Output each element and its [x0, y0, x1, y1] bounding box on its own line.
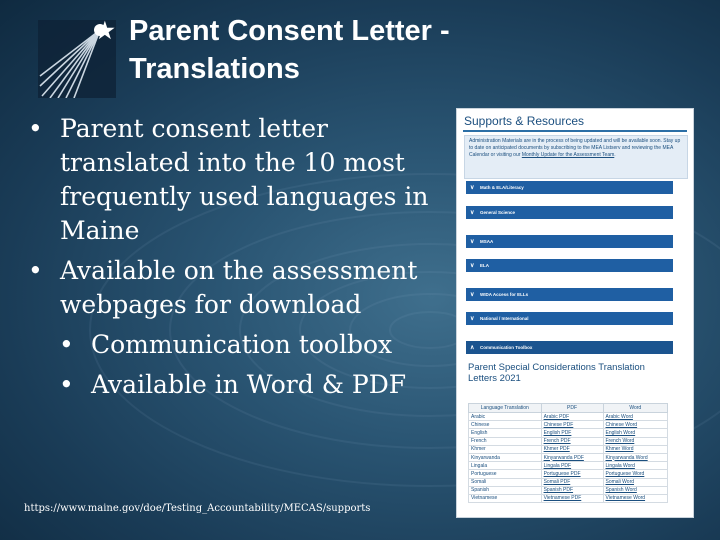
accordion-msaa[interactable]	[466, 235, 673, 248]
heading-divider	[463, 130, 687, 132]
title-line-2: Translations	[129, 53, 300, 85]
accordion-label: MSAA	[480, 239, 494, 244]
pdf-link[interactable]: Kinyarwanda PDF	[541, 453, 603, 461]
word-link[interactable]: English Word	[603, 429, 668, 437]
word-link[interactable]: Somali Word	[603, 478, 668, 486]
table-header-row	[469, 404, 668, 413]
bullet-dot: •	[28, 256, 43, 285]
column-header: Word	[603, 404, 668, 413]
word-link[interactable]: Vietnamese Word	[603, 494, 668, 502]
language-cell: Khmer	[469, 445, 542, 453]
star-icon: ★	[95, 18, 115, 43]
chevron-down-icon: ∨	[470, 292, 475, 298]
pdf-link[interactable]: Vietnamese PDF	[541, 494, 603, 502]
word-link[interactable]: Khmer Word	[603, 445, 668, 453]
pdf-link[interactable]: Chinese PDF	[541, 421, 603, 429]
webpage-screenshot	[456, 108, 694, 518]
table-row	[469, 478, 668, 486]
sub-bullet-text: Available in Word & PDF	[91, 370, 407, 399]
table-row	[469, 462, 668, 470]
language-cell: Portuguese	[469, 470, 542, 478]
pdf-link[interactable]: Lingala PDF	[541, 462, 603, 470]
accordion-label: Communication Toolbox	[480, 345, 533, 350]
sub-bullet-text: Communication toolbox	[91, 330, 393, 359]
pdf-link[interactable]: French PDF	[541, 437, 603, 445]
language-cell: Somali	[469, 478, 542, 486]
language-cell: Chinese	[469, 421, 542, 429]
bullet-text: Available on the assessment webpages for download	[60, 256, 418, 319]
bullet-text: Parent consent letter translated into the 10 most frequently used languages in Maine	[60, 114, 429, 245]
accordion-ela[interactable]	[466, 259, 673, 272]
table-row	[469, 421, 668, 429]
word-link[interactable]: Lingala Word	[603, 462, 668, 470]
chevron-down-icon: ∨	[470, 316, 475, 322]
language-cell: Spanish	[469, 486, 542, 494]
language-cell: French	[469, 437, 542, 445]
language-cell: Lingala	[469, 462, 542, 470]
bullet-item	[28, 254, 448, 322]
bullet-dot: •	[59, 330, 74, 359]
table-row	[469, 429, 668, 437]
accordion-national-international[interactable]	[466, 312, 673, 325]
word-link[interactable]: Portuguese Word	[603, 470, 668, 478]
table-row	[469, 445, 668, 453]
translation-table-title: Parent Special Considerations Translation Letters 2021	[468, 362, 645, 384]
note-text: Administration Materials are in the process of being updated and will be available soon. Stay up to date on anticipated documents by subscribing to the MEA Listserv and reviewing the MEA Calendar or visiting our	[469, 138, 681, 158]
word-link[interactable]: Spanish Word	[603, 486, 668, 494]
table-row	[469, 486, 668, 494]
sub-bullet-item	[28, 328, 448, 362]
accordion-math-ela[interactable]	[466, 181, 673, 194]
chevron-up-icon: ∧	[470, 345, 475, 351]
accordion-label: WIDA Access for ELLs	[480, 292, 529, 297]
slide-title	[95, 12, 515, 88]
pdf-link[interactable]: English PDF	[541, 429, 603, 437]
column-header: Language Translation	[469, 404, 542, 413]
source-url[interactable]: https://www.maine.gov/doe/Testing_Accountability/MECAS/supports	[24, 503, 371, 514]
column-header: PDF	[541, 404, 603, 413]
table-row	[469, 413, 668, 421]
administration-note	[464, 135, 688, 179]
chevron-down-icon: ∨	[470, 210, 475, 216]
word-link[interactable]: Arabic Word	[603, 413, 668, 421]
accordion-communication-toolbox[interactable]	[466, 341, 673, 354]
word-link[interactable]: Chinese Word	[603, 421, 668, 429]
language-cell: English	[469, 429, 542, 437]
bullet-item	[28, 112, 448, 248]
title-line-1: Parent Consent Letter -	[129, 15, 450, 47]
bullet-dot: •	[28, 114, 43, 143]
pdf-link[interactable]: Portuguese PDF	[541, 470, 603, 478]
sub-bullet-item	[28, 368, 448, 402]
bullet-dot: •	[59, 370, 74, 399]
pdf-link[interactable]: Arabic PDF	[541, 413, 603, 421]
pdf-link[interactable]: Khmer PDF	[541, 445, 603, 453]
language-cell: Kinyarwanda	[469, 453, 542, 461]
word-link[interactable]: Kinyarwanda Word	[603, 453, 668, 461]
note-end: .	[614, 152, 616, 158]
language-cell: Vietnamese	[469, 494, 542, 502]
chevron-down-icon: ∨	[470, 263, 475, 269]
accordion-label: Math & ELA/Literacy	[480, 185, 524, 190]
pdf-link[interactable]: Spanish PDF	[541, 486, 603, 494]
table-row	[469, 453, 668, 461]
accordion-label: ELA	[480, 263, 489, 268]
table-row	[469, 437, 668, 445]
word-link[interactable]: French Word	[603, 437, 668, 445]
accordion-label: National / International	[480, 316, 529, 321]
accordion-general-science[interactable]	[466, 206, 673, 219]
accordion-label: General Science	[480, 210, 516, 215]
monthly-update-link[interactable]: Monthly Update for the Assessment Team	[521, 152, 615, 158]
supports-resources-heading: Supports & Resources	[464, 114, 585, 128]
language-cell: Arabic	[469, 413, 542, 421]
table-row	[469, 470, 668, 478]
translation-table	[468, 403, 668, 503]
pdf-link[interactable]: Somali PDF	[541, 478, 603, 486]
accordion-wida[interactable]	[466, 288, 673, 301]
chevron-down-icon: ∨	[470, 239, 475, 245]
bullet-list	[28, 112, 448, 408]
chevron-down-icon: ∨	[470, 185, 475, 191]
table-row	[469, 494, 668, 502]
